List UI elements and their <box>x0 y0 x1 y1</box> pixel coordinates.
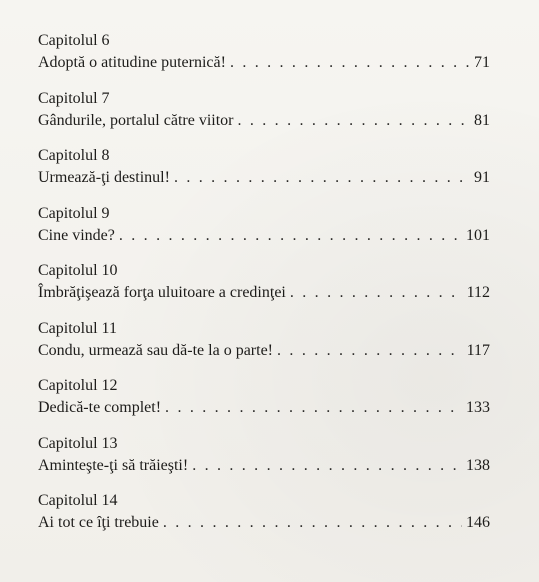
chapter-title: Gândurile, portalul către viitor <box>38 111 234 129</box>
chapter-title: Dedică-te complet! <box>38 399 162 416</box>
dot-leader <box>174 167 470 189</box>
dot-leader <box>237 110 470 132</box>
chapter-title: Aminteşte-ţi să trăieşti! <box>38 456 189 474</box>
toc-line <box>38 282 490 304</box>
chapter-title: Îmbrăţişează forţa uluitoare a credinţei <box>38 284 286 301</box>
page-number: 81 <box>474 111 490 129</box>
dot-leader <box>163 512 462 534</box>
toc-entry <box>38 88 490 146</box>
page-number: 133 <box>466 399 490 416</box>
dot-leader <box>192 455 462 477</box>
chapter-title: Condu, urmează sau dă-te la o parte! <box>38 341 274 359</box>
toc-line <box>38 110 490 132</box>
dot-leader <box>230 52 470 74</box>
chapter-number: Capitolul 6 <box>38 32 110 49</box>
chapter-title: Cine vinde? <box>38 226 115 244</box>
toc-line <box>38 512 490 534</box>
page-number: 146 <box>466 514 490 531</box>
dot-leader <box>277 340 463 362</box>
toc-line <box>38 397 490 419</box>
page-number: 101 <box>466 226 490 244</box>
toc-entry <box>38 203 490 261</box>
toc-entry <box>38 318 490 376</box>
dot-leader <box>290 282 463 304</box>
toc-line <box>38 455 490 477</box>
chapter-number: Capitolul 9 <box>38 204 110 222</box>
chapter-title: Ai tot ce îţi trebuie <box>38 514 159 531</box>
chapter-number: Capitolul 11 <box>38 319 117 337</box>
table-of-contents <box>38 30 490 548</box>
toc-line <box>38 167 490 189</box>
chapter-number: Capitolul 7 <box>38 89 110 107</box>
toc-line <box>38 52 490 74</box>
page-number: 112 <box>466 284 490 301</box>
chapter-number: Capitolul 8 <box>38 147 110 164</box>
page-number: 91 <box>474 169 490 186</box>
chapter-number: Capitolul 14 <box>38 492 118 509</box>
page-number: 71 <box>474 54 490 71</box>
chapter-number: Capitolul 10 <box>38 262 118 279</box>
chapter-title: Adoptă o atitudine puternică! <box>38 54 226 71</box>
toc-line <box>38 340 490 362</box>
dot-leader <box>165 397 462 419</box>
toc-entry <box>38 490 490 548</box>
page-number: 117 <box>466 341 490 359</box>
toc-entry <box>38 260 490 318</box>
chapter-number: Capitolul 12 <box>38 377 118 394</box>
toc-entry <box>38 30 490 88</box>
toc-entry <box>38 433 490 491</box>
toc-entry <box>38 375 490 433</box>
dot-leader <box>119 225 462 247</box>
toc-entry <box>38 145 490 203</box>
page-number: 138 <box>466 456 490 474</box>
chapter-number: Capitolul 13 <box>38 434 118 452</box>
toc-line <box>38 225 490 247</box>
chapter-title: Urmează-ţi destinul! <box>38 169 170 186</box>
